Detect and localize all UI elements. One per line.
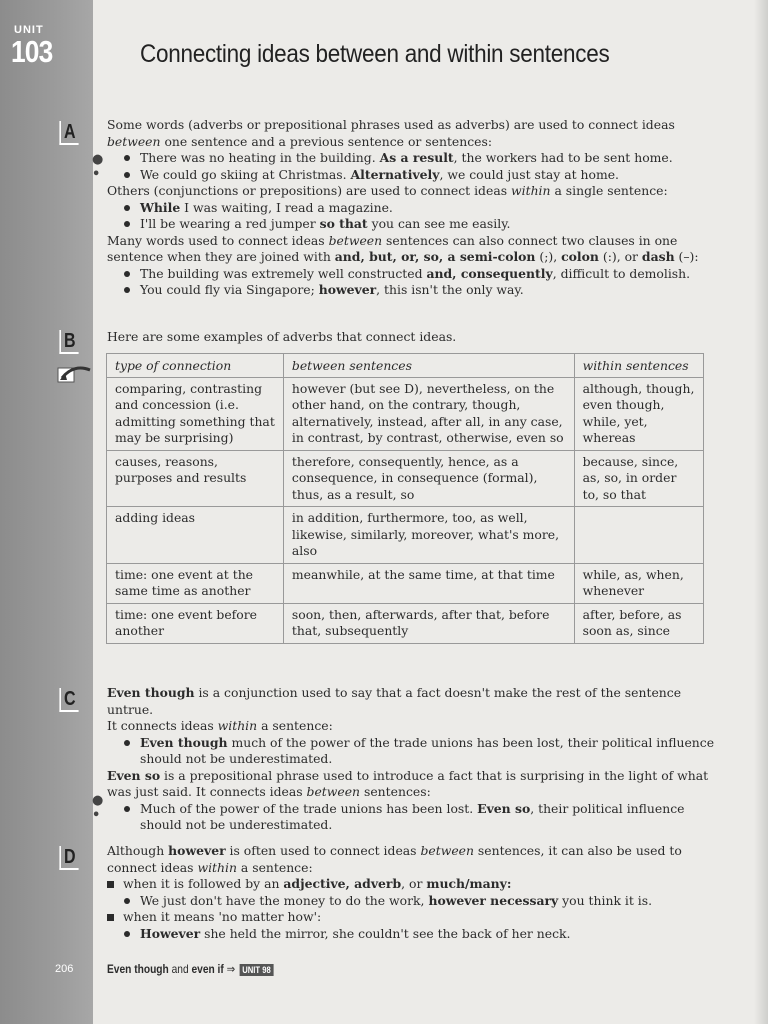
page-number: 206	[55, 963, 74, 975]
unit-number: 103	[11, 34, 53, 69]
text: you think it is.	[558, 892, 653, 908]
table-cell: in addition, furthermore, too, as well, likewise, similarly, moreover, what's more, also	[283, 507, 574, 564]
section-a	[107, 117, 717, 299]
list-item	[107, 167, 717, 184]
text: between	[328, 232, 383, 248]
text: and	[168, 962, 192, 976]
text: , their political influence	[530, 800, 685, 816]
text: I was waiting, I read a magazine.	[180, 199, 393, 215]
section-letter-c: C	[59, 688, 78, 712]
text: a single sentence:	[550, 183, 668, 198]
text: sentence when they are joined with	[107, 249, 335, 264]
text: between	[420, 843, 474, 858]
text: I'll be wearing a red jumper	[140, 216, 320, 231]
unit-reference-link[interactable]	[240, 964, 274, 976]
text: when it is followed by an	[123, 876, 284, 891]
text: much of the power of the trade unions has been lost, their political influence	[227, 734, 715, 750]
text: so that	[319, 216, 368, 231]
text: Others (conjunctions or prepositions) are used to connect ideas	[107, 183, 512, 198]
text: sentences, it can also be used to	[473, 843, 682, 858]
table-cell: meanwhile, at the same time, at that time	[283, 563, 574, 603]
text: even if	[191, 962, 224, 976]
text: connect ideas	[107, 859, 198, 875]
list-item	[107, 150, 717, 167]
table-row	[107, 563, 704, 603]
table-cell: although, though, even though, while, yet, whereas	[574, 377, 703, 450]
text: Here are some examples of adverbs that connect ideas.	[107, 329, 457, 344]
table-row	[107, 377, 704, 450]
text: Even so	[477, 800, 531, 816]
unit-label: UNIT	[14, 24, 44, 36]
table-cell: after, before, as soon as, since	[574, 603, 703, 643]
text: a sentence:	[257, 718, 333, 733]
text: sentences:	[360, 784, 431, 799]
text: when it means 'no matter how':	[123, 909, 322, 924]
text: , or	[401, 876, 427, 891]
text: adjective, adverb	[283, 876, 402, 891]
text: Even though	[140, 734, 228, 750]
text: within	[217, 718, 258, 733]
table-cell: time: one event at the same time as another	[107, 563, 284, 603]
text: While	[140, 199, 181, 215]
table-header: between sentences	[283, 354, 574, 378]
text: (;),	[535, 249, 562, 264]
text: You could fly via Singapore;	[140, 282, 319, 297]
section-b-intro	[107, 329, 717, 346]
table-cell: therefore, consequently, hence, as a consequence, in consequence (formal), thus, as a result, so	[283, 450, 574, 507]
text: should not be underestimated.	[140, 751, 333, 766]
text: Even so	[107, 767, 161, 783]
list-item	[107, 801, 717, 834]
text: was just said. It connects ideas	[107, 784, 307, 799]
section-d	[107, 843, 717, 942]
text: As a result	[379, 150, 454, 165]
table-row	[107, 603, 704, 643]
list-item	[107, 893, 717, 910]
text: Many words used to connect ideas	[107, 232, 329, 248]
exclamation-icon: ● •	[92, 152, 104, 182]
text: , the workers had to be sent home.	[453, 150, 673, 165]
table-cell: however (but see D), nevertheless, on the other hand, on the contrary, though, alternatively, instead, after all, in any case, in contrast, by contrast, otherwise, even so	[283, 377, 574, 450]
table-cell: while, as, when, whenever	[574, 563, 703, 603]
text: Even though	[107, 685, 195, 700]
text: you can see me easily.	[367, 216, 511, 231]
list-item	[107, 926, 717, 943]
text: is a conjunction used to say that a fact doesn't make the rest of the sentence untrue.	[107, 685, 682, 717]
text: much/many:	[426, 876, 512, 891]
arrow-reference-icon	[56, 364, 92, 386]
text: (–):	[674, 249, 699, 264]
page-title: Connecting ideas between and within sentences	[140, 40, 610, 68]
text: between	[107, 133, 161, 149]
text: , difficult to demolish.	[552, 265, 691, 281]
section-letter-d: D	[59, 846, 78, 870]
table-cell: adding ideas	[107, 507, 284, 564]
text: We just don't have the money to do the work,	[140, 892, 429, 908]
text: UNIT	[242, 965, 261, 975]
text: Some words (adverbs or prepositional phrases used as adverbs) are used to connect ideas	[107, 117, 675, 132]
arrow-icon: ⇒	[223, 962, 239, 976]
text: within	[197, 859, 237, 875]
text: We could go skiing at Christmas.	[140, 166, 351, 182]
text: between	[306, 784, 361, 799]
text: sentences can also connect two clauses in one	[382, 232, 678, 248]
table-header: within sentences	[574, 354, 703, 378]
list-item	[107, 282, 717, 299]
list-item	[107, 216, 717, 233]
text: however	[168, 843, 226, 858]
text: however	[318, 282, 377, 297]
table-cell: time: one event before another	[107, 603, 284, 643]
table-row	[107, 450, 704, 507]
section-c	[107, 685, 717, 834]
page-edge-shadow	[754, 0, 768, 1024]
table-cell: soon, then, afterwards, after that, before that, subsequently	[283, 603, 574, 643]
text: she held the mirror, she couldn't see the back of her neck.	[200, 925, 571, 941]
table-row	[107, 507, 704, 564]
text: Alternatively	[350, 166, 440, 182]
table-cell: causes, reasons, purposes and results	[107, 450, 284, 507]
text: however necessary	[428, 892, 559, 908]
text: Even though	[107, 962, 169, 976]
text: Although	[107, 843, 169, 858]
list-item	[107, 266, 717, 283]
section-letter-b: B	[59, 330, 78, 354]
text: and, consequently	[426, 265, 553, 281]
text: , this isn't the only way.	[376, 282, 524, 297]
text: should not be underestimated.	[140, 817, 333, 832]
connectors-table	[106, 353, 704, 644]
list-item	[107, 735, 717, 768]
list-item	[107, 909, 717, 926]
text: However	[140, 925, 201, 941]
table-cell: comparing, contrasting and concession (i.e. admitting something that may be surprising)	[107, 377, 284, 450]
text: is a prepositional phrase used to introduce a fact that is surprising in the light of what	[160, 767, 709, 783]
text: There was no heating in the building.	[140, 150, 380, 165]
text: within	[511, 183, 551, 198]
text: a sentence:	[236, 859, 313, 875]
text: It connects ideas	[107, 718, 218, 733]
table-cell: because, since, as, so, in order to, so that	[574, 450, 703, 507]
table-header: type of connection	[107, 354, 284, 378]
text: The building was extremely well constructed	[140, 265, 427, 281]
list-item	[107, 876, 717, 893]
table-cell	[574, 507, 703, 564]
text: 98	[262, 965, 271, 975]
cross-reference-footer	[107, 962, 273, 976]
text: dash	[641, 249, 675, 264]
text: Much of the power of the trade unions has been lost.	[140, 800, 478, 816]
text: , we could just stay at home.	[439, 166, 619, 182]
table-header-row	[107, 354, 704, 378]
unit-sidebar	[0, 0, 93, 1024]
text: is often used to connect ideas	[225, 843, 421, 858]
text: (:), or	[598, 249, 642, 264]
text: colon	[561, 249, 599, 264]
section-letter-a: A	[59, 121, 78, 145]
text: one sentence and a previous sentence or sentences:	[160, 133, 493, 149]
list-item	[107, 200, 717, 217]
exclamation-icon: ● •	[92, 793, 104, 823]
text: and, but, or, so, a semi-colon	[334, 249, 536, 264]
